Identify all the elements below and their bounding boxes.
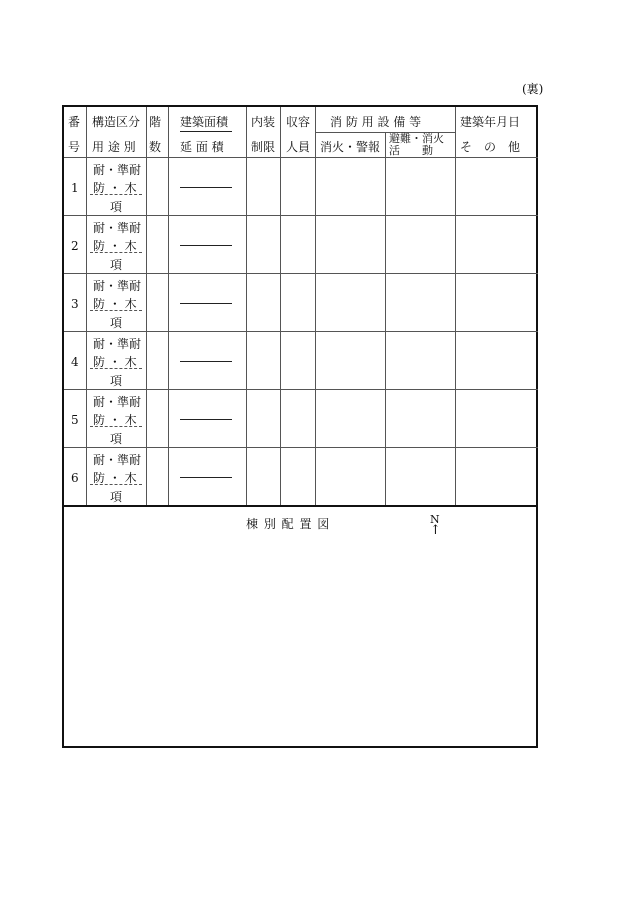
area-divider xyxy=(180,131,232,132)
header-building-area: 建築面積 xyxy=(180,115,229,129)
col-divider xyxy=(455,107,456,505)
row-number: 1 xyxy=(71,181,79,195)
col-divider xyxy=(385,132,386,505)
structure-option: 耐・準耐 xyxy=(93,163,142,177)
row-line xyxy=(64,273,538,274)
header-extinguish-alarm: 消火・警報 xyxy=(320,140,381,154)
dashed-divider xyxy=(90,484,142,485)
col-divider xyxy=(86,107,87,505)
area-divider xyxy=(180,419,232,420)
header-capacity-1: 収容 xyxy=(286,115,311,129)
use-category: 項 xyxy=(110,200,123,214)
header-floors-1: 階 xyxy=(149,115,162,129)
row-number: 2 xyxy=(71,239,79,253)
use-category: 項 xyxy=(110,316,123,330)
col-divider xyxy=(315,107,316,505)
header-number-1: 番 xyxy=(68,115,81,129)
use-category: 項 xyxy=(110,374,123,388)
use-category: 項 xyxy=(110,258,123,272)
use-category: 項 xyxy=(110,432,123,446)
structure-option: 耐・準耐 xyxy=(93,395,142,409)
row-number: 3 xyxy=(71,297,79,311)
north-letter: N xyxy=(430,513,440,526)
area-divider xyxy=(180,245,232,246)
header-fire-equipment: 消 防 用 設 備 等 xyxy=(330,115,422,129)
col-divider xyxy=(168,107,169,505)
header-floor-area: 延 面 積 xyxy=(180,140,224,154)
row-line xyxy=(64,215,538,216)
structure-option: 耐・準耐 xyxy=(93,453,142,467)
structure-option-2: 防 ・ 木 xyxy=(93,413,137,427)
dashed-divider xyxy=(90,368,142,369)
row-number: 5 xyxy=(71,413,79,427)
row-number: 4 xyxy=(71,355,79,369)
row-number: 6 xyxy=(71,471,79,485)
structure-option: 耐・準耐 xyxy=(93,337,142,351)
header-evacuation-1: 避難・消火 xyxy=(389,132,444,145)
row-line xyxy=(64,447,538,448)
row-line xyxy=(64,389,538,390)
header-structure: 構造区分 xyxy=(92,115,141,129)
dashed-divider xyxy=(90,194,142,195)
header-number-2: 号 xyxy=(68,140,81,154)
structure-option: 耐・準耐 xyxy=(93,279,142,293)
structure-option: 耐・準耐 xyxy=(93,221,142,235)
side-label: (裏) xyxy=(522,82,544,96)
dashed-divider xyxy=(90,426,142,427)
header-other: そ の 他 xyxy=(460,140,521,154)
area-divider xyxy=(180,303,232,304)
row-line xyxy=(64,331,538,332)
col-divider xyxy=(246,107,247,505)
north-arrow-icon: ↑ xyxy=(430,523,441,538)
header-bottom-line xyxy=(64,157,538,158)
structure-option-2: 防 ・ 木 xyxy=(93,181,137,195)
structure-option-2: 防 ・ 木 xyxy=(93,471,137,485)
col-divider xyxy=(280,107,281,505)
col-divider xyxy=(146,107,147,505)
layout-title: 棟 別 配 置 図 xyxy=(246,517,331,531)
table-bottom-line xyxy=(64,505,538,507)
header-usage: 用 途 別 xyxy=(92,140,136,154)
header-capacity-2: 人員 xyxy=(286,140,311,154)
dashed-divider xyxy=(90,310,142,311)
building-form xyxy=(62,105,538,748)
header-construction-date: 建築年月日 xyxy=(460,115,521,129)
dashed-divider xyxy=(90,252,142,253)
header-floors-2: 数 xyxy=(149,140,162,154)
area-divider xyxy=(180,187,232,188)
header-evacuation-2: 活 動 xyxy=(389,144,433,157)
header-interior-2: 制限 xyxy=(251,140,276,154)
area-divider xyxy=(180,477,232,478)
header-interior-1: 内装 xyxy=(251,115,276,129)
use-category: 項 xyxy=(110,490,123,504)
area-divider xyxy=(180,361,232,362)
structure-option-2: 防 ・ 木 xyxy=(93,355,137,369)
structure-option-2: 防 ・ 木 xyxy=(93,297,137,311)
structure-option-2: 防 ・ 木 xyxy=(93,239,137,253)
